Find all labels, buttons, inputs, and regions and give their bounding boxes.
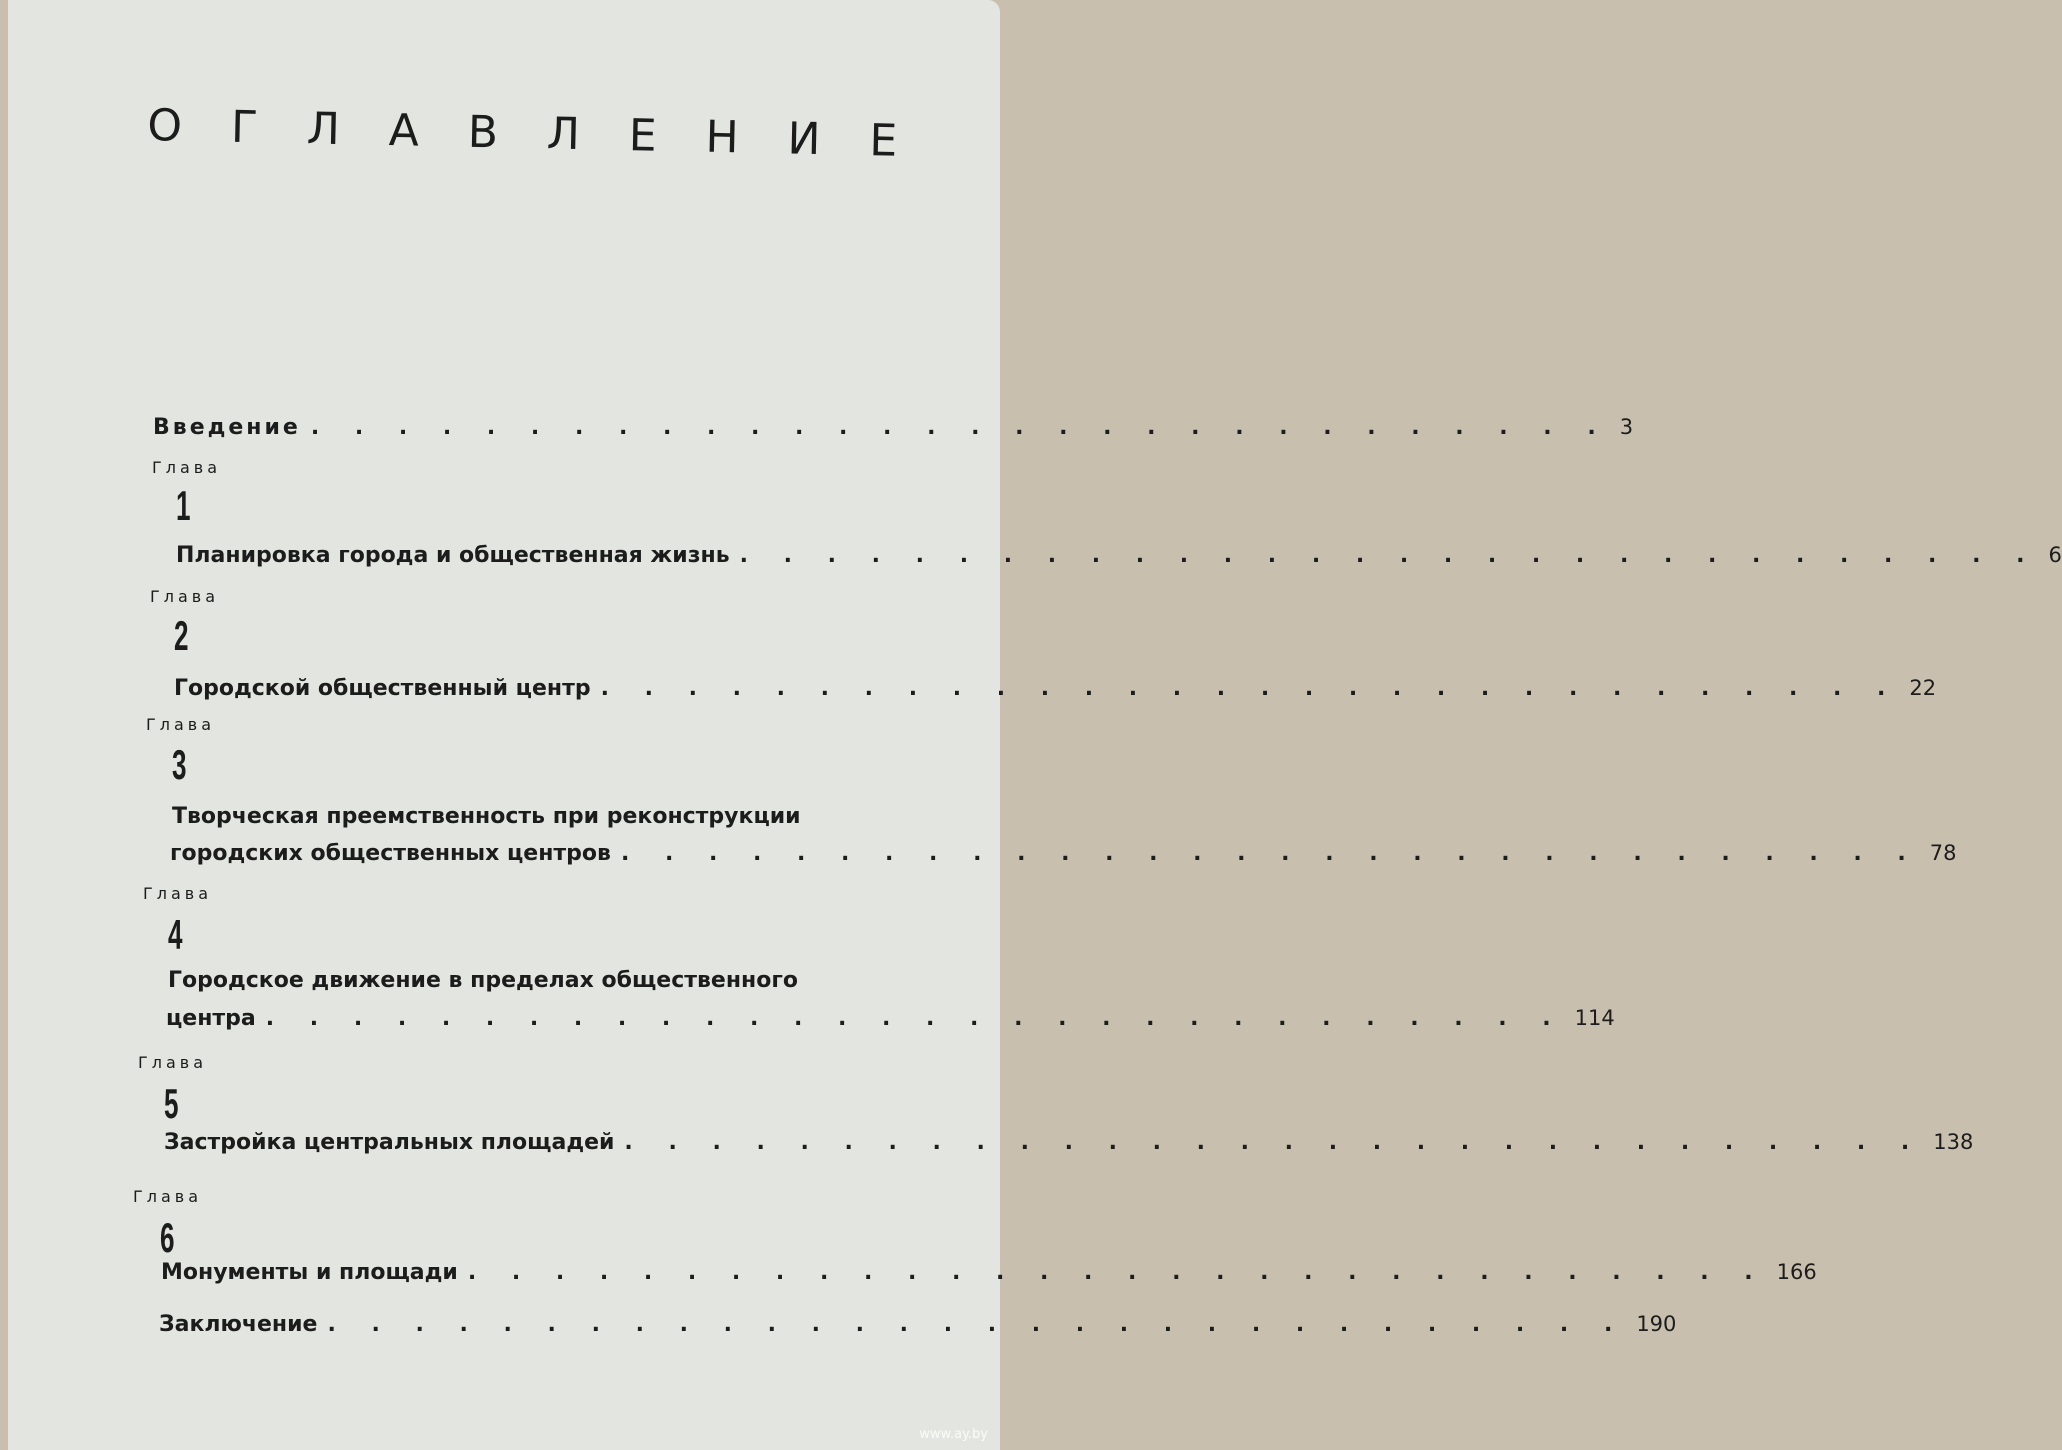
toc-entry-page: 190	[1636, 1312, 1677, 1336]
chapter-number: 1	[176, 482, 191, 529]
chapter-number: 5	[164, 1080, 179, 1127]
title-letter: И	[787, 113, 822, 166]
chapter-number: 3	[172, 741, 187, 788]
title-letter: Г	[230, 101, 259, 154]
toc-entry-label: городских общественных центров	[170, 841, 611, 866]
leader-dots: . . . . . . . . . . . . . . . . . . . . . . . . . . . . . .	[620, 841, 1920, 866]
toc-entry-page: 78	[1929, 841, 1957, 865]
toc-entry-page: 138	[1933, 1130, 1974, 1154]
toc-entry-chapter-6	[161, 1260, 1817, 1285]
title-letter: Е	[628, 110, 658, 162]
toc-entry-label: Застройка центральных площадей	[164, 1130, 615, 1155]
toc-entry-page: 114	[1574, 1006, 1615, 1030]
toc-entry-label: центра	[166, 1006, 256, 1031]
leader-dots: . . . . . . . . . . . . . . . . . . . . . . . . . . . . . .	[624, 1130, 1924, 1155]
chapter-word: Глава	[143, 884, 213, 903]
chapter-number: 2	[174, 612, 189, 659]
title-letter: Л	[306, 103, 341, 156]
chapter-word: Глава	[152, 458, 222, 477]
leader-dots: . . . . . . . . . . . . . . . . . . . . . . . . . . . . . .	[327, 1312, 1627, 1337]
leader-dots: . . . . . . . . . . . . . . . . . . . . . . . . . . . . . .	[739, 543, 2039, 568]
leader-dots: . . . . . . . . . . . . . . . . . . . . . . . . . . . . . .	[467, 1260, 1767, 1285]
toc-entry-chapter-1	[176, 543, 2062, 568]
toc-entry-label: Монументы и площади	[161, 1260, 458, 1285]
leader-dots: . . . . . . . . . . . . . . . . . . . . . . . . . . . . . .	[310, 415, 1610, 440]
title-letter: А	[388, 105, 420, 157]
toc-entry-page: 3	[1619, 415, 1634, 439]
toc-entry-intro	[153, 415, 1634, 440]
chapter-number: 4	[168, 911, 183, 958]
chapter-word: Глава	[150, 587, 220, 606]
toc-entry-conclusion	[159, 1312, 1677, 1337]
title-letter: Е	[868, 115, 898, 167]
title-letter: В	[467, 106, 499, 159]
toc-entry-page: 6	[2048, 543, 2062, 567]
chapter-word: Глава	[146, 715, 216, 734]
toc-entry-chapter-5	[164, 1130, 1974, 1155]
toc-entry-chapter-3	[170, 841, 1957, 866]
toc-entry-chapter-3-line1: Творческая преемственность при реконструкции	[172, 804, 801, 829]
toc-entry-label: Планировка города и общественная жизнь	[176, 543, 730, 568]
toc-entry-page: 22	[1909, 676, 1937, 700]
title-letter: О	[146, 100, 183, 152]
chapter-word: Глава	[138, 1053, 208, 1072]
chapter-word: Глава	[133, 1187, 203, 1206]
title-letter: Н	[705, 111, 740, 164]
toc-entry-chapter-2	[174, 676, 1937, 701]
chapter-number: 6	[160, 1214, 175, 1261]
toc-entry-label: Городской общественный центр	[174, 676, 591, 701]
leader-dots: . . . . . . . . . . . . . . . . . . . . . . . . . . . . . .	[265, 1006, 1565, 1031]
watermark: www.ay.by	[919, 1427, 988, 1442]
title-letter: Л	[546, 108, 581, 161]
toc-entry-page: 166	[1776, 1260, 1817, 1284]
toc-entry-label: Заключение	[159, 1312, 318, 1337]
toc-entry-chapter-4-line1: Городское движение в пределах общественного	[168, 968, 798, 993]
toc-entry-label: Введение	[153, 415, 301, 440]
toc-entry-chapter-4	[166, 1006, 1615, 1031]
leader-dots: . . . . . . . . . . . . . . . . . . . . . . . . . . . . . .	[600, 676, 1900, 701]
